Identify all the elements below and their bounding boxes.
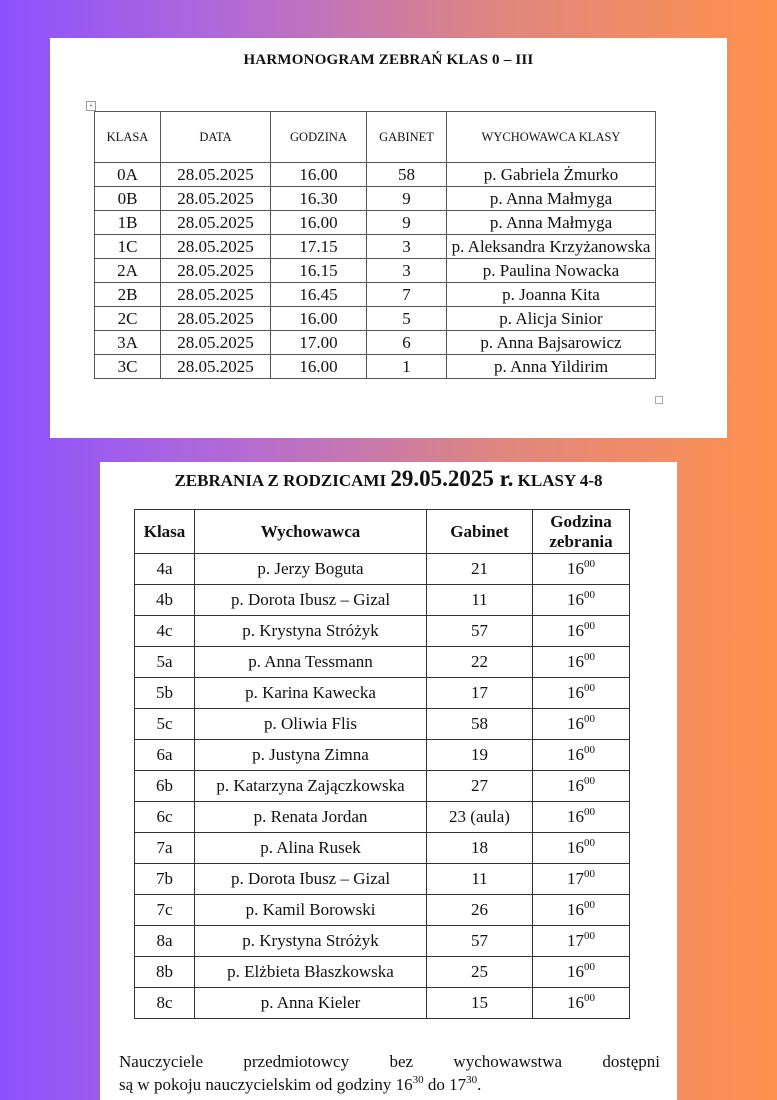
data-cell: 28.05.2025	[161, 259, 271, 283]
time-hour: 16	[567, 807, 584, 826]
table-row	[95, 235, 656, 259]
time-hour: 16	[567, 621, 584, 640]
table-header-row	[135, 510, 630, 554]
wychowawca-cell: p. Anna Małmyga	[447, 211, 656, 235]
gabinet-cell: 21	[427, 554, 533, 585]
note-line	[119, 1073, 660, 1096]
klasa-cell: 8a	[135, 926, 195, 957]
column-header: Wychowawca	[195, 510, 427, 554]
wychowawca-cell: p. Krystyna Stróżyk	[195, 616, 427, 647]
column-header: Klasa	[135, 510, 195, 554]
gabinet-cell: 19	[427, 740, 533, 771]
godzina-cell	[533, 926, 630, 957]
time-minutes: 00	[584, 837, 595, 849]
table-row	[95, 307, 656, 331]
schedule-table-4-8	[134, 509, 630, 1019]
godzina-cell	[533, 616, 630, 647]
wychowawca-cell: p. Anna Bajsarowicz	[447, 331, 656, 355]
time-hour: 17	[567, 931, 584, 950]
wychowawca-cell: p. Joanna Kita	[447, 283, 656, 307]
title-date: 29.05.2025 r.	[390, 466, 514, 491]
godzina-cell	[533, 802, 630, 833]
table-row	[135, 647, 630, 678]
column-header: WYCHOWAWCA KLASY	[447, 112, 656, 163]
title-text: ZEBRANIA Z RODZICAMI	[174, 471, 391, 490]
klasa-cell: 4a	[135, 554, 195, 585]
schedule-table-0-3	[94, 111, 656, 379]
gabinet-cell: 25	[427, 957, 533, 988]
table-row	[95, 163, 656, 187]
time-minutes: 00	[584, 558, 595, 570]
wychowawca-cell: p. Jerzy Boguta	[195, 554, 427, 585]
godzina-cell: 16.30	[271, 187, 367, 211]
time-hour: 16	[567, 590, 584, 609]
column-header: GABINET	[367, 112, 447, 163]
godzina-cell: 16.00	[271, 355, 367, 379]
wychowawca-cell: p. Elżbieta Błaszkowska	[195, 957, 427, 988]
time-minutes: 30	[412, 1074, 424, 1086]
gabinet-cell: 9	[367, 187, 447, 211]
table-row	[135, 957, 630, 988]
klasa-cell: 0B	[95, 187, 161, 211]
table-row	[135, 709, 630, 740]
table-resize-handle-icon[interactable]	[655, 396, 663, 404]
godzina-cell	[533, 833, 630, 864]
klasa-cell: 6c	[135, 802, 195, 833]
schedule-panel-0-3	[50, 38, 727, 438]
column-header: DATA	[161, 112, 271, 163]
gabinet-cell: 57	[427, 926, 533, 957]
godzina-cell	[533, 554, 630, 585]
table-row	[135, 833, 630, 864]
godzina-cell	[533, 895, 630, 926]
godzina-cell	[533, 709, 630, 740]
godzina-cell: 16.45	[271, 283, 367, 307]
data-cell: 28.05.2025	[161, 283, 271, 307]
gabinet-cell: 1	[367, 355, 447, 379]
data-cell: 28.05.2025	[161, 187, 271, 211]
klasa-cell: 7a	[135, 833, 195, 864]
gabinet-cell: 26	[427, 895, 533, 926]
godzina-cell	[533, 864, 630, 895]
gabinet-cell: 3	[367, 235, 447, 259]
gabinet-cell: 23 (aula)	[427, 802, 533, 833]
godzina-cell	[533, 585, 630, 616]
wychowawca-cell: p. Alina Rusek	[195, 833, 427, 864]
godzina-cell	[533, 647, 630, 678]
time-minutes: 00	[584, 868, 595, 880]
wychowawca-cell: p. Katarzyna Zajączkowska	[195, 771, 427, 802]
time-hour: 16	[567, 652, 584, 671]
klasa-cell: 5a	[135, 647, 195, 678]
godzina-cell	[533, 957, 630, 988]
godzina-cell	[533, 740, 630, 771]
table-row	[95, 331, 656, 355]
klasa-cell: 3A	[95, 331, 161, 355]
time-hour: 17	[449, 1075, 467, 1094]
time-hour: 16	[567, 838, 584, 857]
data-cell: 28.05.2025	[161, 307, 271, 331]
klasa-cell: 5c	[135, 709, 195, 740]
section-title	[100, 466, 677, 492]
data-cell: 28.05.2025	[161, 331, 271, 355]
note-text: do	[423, 1075, 450, 1094]
time-minutes: 00	[584, 744, 595, 756]
schedule-panel-4-8	[100, 462, 677, 1100]
time-minutes: 00	[584, 806, 595, 818]
wychowawca-cell: p. Dorota Ibusz – Gizal	[195, 864, 427, 895]
wychowawca-cell: p. Gabriela Żmurko	[447, 163, 656, 187]
time-hour: 16	[567, 714, 584, 733]
wychowawca-cell: p. Renata Jordan	[195, 802, 427, 833]
gabinet-cell: 6	[367, 331, 447, 355]
time-minutes: 00	[584, 992, 595, 1004]
wychowawca-cell: p. Dorota Ibusz – Gizal	[195, 585, 427, 616]
gabinet-cell: 18	[427, 833, 533, 864]
page-title: HARMONOGRAM ZEBRAŃ KLAS 0 – III	[243, 52, 534, 68]
table-row	[135, 616, 630, 647]
wychowawca-cell: p. Justyna Zimna	[195, 740, 427, 771]
time-hour: 16	[567, 776, 584, 795]
time-hour: 16	[567, 900, 584, 919]
wychowawca-cell: p. Anna Tessmann	[195, 647, 427, 678]
gabinet-cell: 3	[367, 259, 447, 283]
gabinet-cell: 58	[367, 163, 447, 187]
klasa-cell: 7c	[135, 895, 195, 926]
wychowawca-cell: p. Kamil Borowski	[195, 895, 427, 926]
time-minutes: 00	[584, 589, 595, 601]
wychowawca-cell: p. Anna Małmyga	[447, 187, 656, 211]
time-hour: 17	[567, 869, 584, 888]
table-row	[95, 283, 656, 307]
note-paragraph	[119, 1050, 660, 1096]
godzina-cell	[533, 771, 630, 802]
table-row	[95, 211, 656, 235]
godzina-cell: 16.00	[271, 163, 367, 187]
table-row	[135, 554, 630, 585]
klasa-cell: 3C	[95, 355, 161, 379]
gabinet-cell: 9	[367, 211, 447, 235]
wychowawca-cell: p. Anna Yildirim	[447, 355, 656, 379]
wychowawca-cell: p. Krystyna Stróżyk	[195, 926, 427, 957]
time-minutes: 00	[584, 961, 595, 973]
time-minutes: 00	[584, 620, 595, 632]
klasa-cell: 1B	[95, 211, 161, 235]
gabinet-cell: 11	[427, 864, 533, 895]
gabinet-cell: 27	[427, 771, 533, 802]
table-row	[95, 259, 656, 283]
gabinet-cell: 11	[427, 585, 533, 616]
godzina-cell	[533, 678, 630, 709]
klasa-cell: 2A	[95, 259, 161, 283]
time-minutes: 00	[584, 899, 595, 911]
gabinet-cell: 7	[367, 283, 447, 307]
table-row	[135, 988, 630, 1019]
table-row	[95, 187, 656, 211]
note-line: Nauczyciele przedmiotowcy bez wychowawstwa dostępni	[119, 1052, 660, 1071]
wychowawca-cell: p. Aleksandra Krzyżanowska	[447, 235, 656, 259]
column-header: Godzina zebrania	[533, 510, 630, 554]
godzina-cell: 17.15	[271, 235, 367, 259]
title-text: KLASY 4-8	[513, 471, 603, 490]
klasa-cell: 4c	[135, 616, 195, 647]
time-hour: 16	[567, 683, 584, 702]
gabinet-cell: 22	[427, 647, 533, 678]
klasa-cell: 8c	[135, 988, 195, 1019]
table-row	[135, 585, 630, 616]
gabinet-cell: 5	[367, 307, 447, 331]
wychowawca-cell: p. Karina Kawecka	[195, 678, 427, 709]
column-header: GODZINA	[271, 112, 367, 163]
table-header-row	[95, 112, 656, 163]
time-minutes: 00	[584, 930, 595, 942]
klasa-cell: 8b	[135, 957, 195, 988]
note-text: .	[477, 1075, 482, 1094]
time-hour: 16	[567, 993, 584, 1012]
klasa-cell: 7b	[135, 864, 195, 895]
klasa-cell: 0A	[95, 163, 161, 187]
time-minutes: 00	[584, 682, 595, 694]
time-hour: 16	[567, 962, 584, 981]
klasa-cell: 6b	[135, 771, 195, 802]
table-row	[135, 678, 630, 709]
data-cell: 28.05.2025	[161, 163, 271, 187]
gabinet-cell: 57	[427, 616, 533, 647]
column-header: KLASA	[95, 112, 161, 163]
godzina-cell: 16.00	[271, 211, 367, 235]
data-cell: 28.05.2025	[161, 211, 271, 235]
klasa-cell: 2B	[95, 283, 161, 307]
table-row	[95, 355, 656, 379]
note-text: są w pokoju nauczycielskim od godziny	[119, 1075, 396, 1094]
table-row	[135, 771, 630, 802]
klasa-cell: 4b	[135, 585, 195, 616]
data-cell: 28.05.2025	[161, 235, 271, 259]
godzina-cell	[533, 988, 630, 1019]
table-row	[135, 864, 630, 895]
table-row	[135, 926, 630, 957]
gabinet-cell: 58	[427, 709, 533, 740]
time-hour: 16	[567, 745, 584, 764]
time-hour: 16	[395, 1075, 413, 1094]
wychowawca-cell: p. Paulina Nowacka	[447, 259, 656, 283]
gabinet-cell: 17	[427, 678, 533, 709]
column-header: Gabinet	[427, 510, 533, 554]
klasa-cell: 1C	[95, 235, 161, 259]
table-row	[135, 740, 630, 771]
time-minutes: 00	[584, 713, 595, 725]
godzina-cell: 16.00	[271, 307, 367, 331]
klasa-cell: 5b	[135, 678, 195, 709]
time-minutes: 30	[466, 1074, 478, 1086]
wychowawca-cell: p. Alicja Sinior	[447, 307, 656, 331]
godzina-cell: 17.00	[271, 331, 367, 355]
gabinet-cell: 15	[427, 988, 533, 1019]
wychowawca-cell: p. Anna Kieler	[195, 988, 427, 1019]
godzina-cell: 16.15	[271, 259, 367, 283]
table-row	[135, 802, 630, 833]
table-row	[135, 895, 630, 926]
time-minutes: 00	[584, 775, 595, 787]
time-minutes: 00	[584, 651, 595, 663]
klasa-cell: 2C	[95, 307, 161, 331]
wychowawca-cell: p. Oliwia Flis	[195, 709, 427, 740]
data-cell: 28.05.2025	[161, 355, 271, 379]
time-hour: 16	[567, 559, 584, 578]
table-move-handle-icon[interactable]: +	[86, 101, 96, 111]
klasa-cell: 6a	[135, 740, 195, 771]
